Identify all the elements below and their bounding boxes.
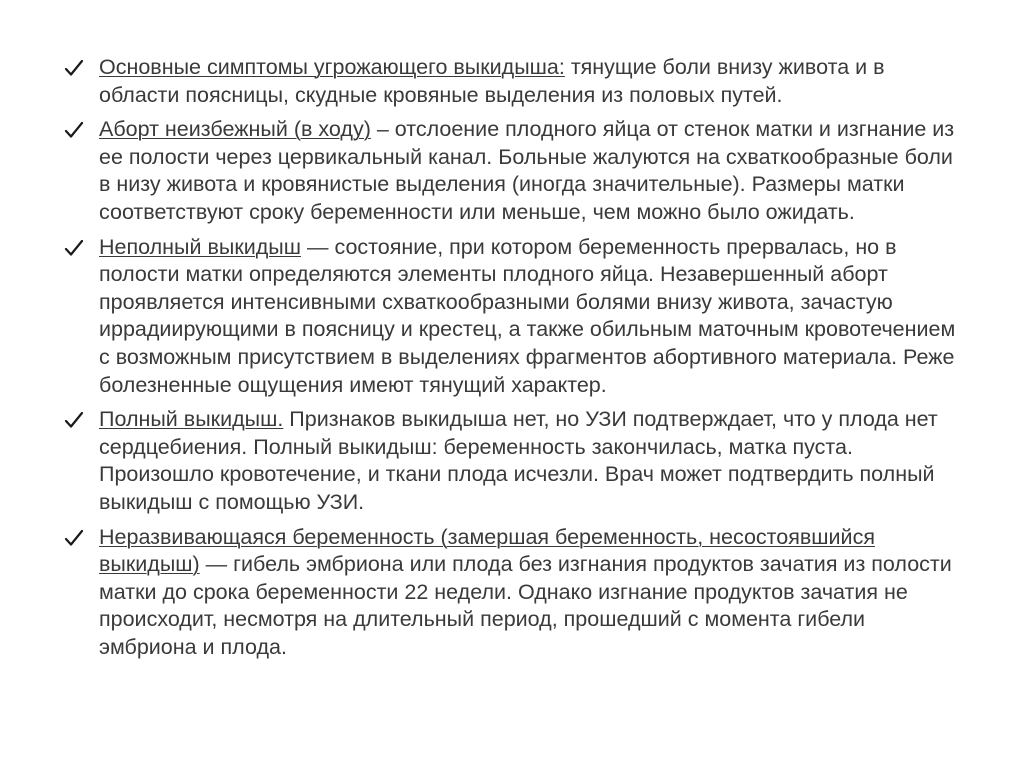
bullet-complete-miscarriage: [64, 406, 964, 516]
bullet-threatened-miscarriage: [64, 54, 964, 109]
bullet-text: — гибель эмбриона или плода без изгнания продуктов зачатия из полости матки до срока беременности 22 недели. Однако изгнание продуктов зачатия не происходит, несмотря на длительный период, прошедший с момента гибели эмбриона и плода.: [99, 552, 952, 659]
check-mark-icon: [64, 120, 84, 140]
check-mark-icon: [64, 58, 84, 78]
check-mark-icon: [64, 528, 84, 548]
bullet-term: Основные симптомы угрожающего выкидыша:: [99, 55, 565, 79]
bullet-text: Признаков выкидыша нет, но УЗИ подтверждает, что у плода нет сердцебиения. Полный выкидыш: беременность закончилась, матка пуста. Произошло кровотечение, и ткани плода исчезли. Врач может подтвердить полный выкидыш с помощью УЗИ.: [99, 407, 938, 514]
bullet-incomplete-miscarriage: [64, 234, 964, 400]
bullet-term: Полный выкидыш.: [99, 407, 284, 432]
check-mark-icon: [64, 410, 84, 430]
bullet-term: Аборт неизбежный (в ходу): [99, 117, 371, 142]
check-mark-icon: [64, 238, 84, 258]
bullet-term: Неполный выкидыш: [99, 234, 302, 259]
bullet-missed-abortion: [64, 524, 964, 662]
bullet-text: — состояние, при котором беременность прервалась, но в полости матки определяются элементы плодного яйца. Незавершенный аборт проявляется интенсивными схваткообразными болями внизу живота, зачастую иррадиирующими в поясницу и крестец, а также обильным маточным кровотечением с возможным присутствием в выделениях фрагментов абортивного материала. Реже болезненные ощущения имеют тянущий характер.: [99, 234, 956, 397]
bullet-list: [64, 54, 964, 668]
bullet-inevitable-abortion: [64, 116, 964, 226]
bullet-text: тянущие боли внизу живота и в области поясницы, скудные кровяные выделения из половых путей.: [99, 55, 885, 107]
bullet-term: Неразвивающаяся беременность (замершая беременность, несостоявшийся выкидыш): [99, 524, 875, 577]
bullet-text: – отслоение плодного яйца от стенок матки и изгнание из ее полости через цервикальный канал. Больные жалуются на схваткообразные боли в низу живота и кровянистые выделения (иногда значительные). Размеры матки соответствуют сроку беременности или меньше, чем можно было ожидать.: [99, 117, 955, 224]
